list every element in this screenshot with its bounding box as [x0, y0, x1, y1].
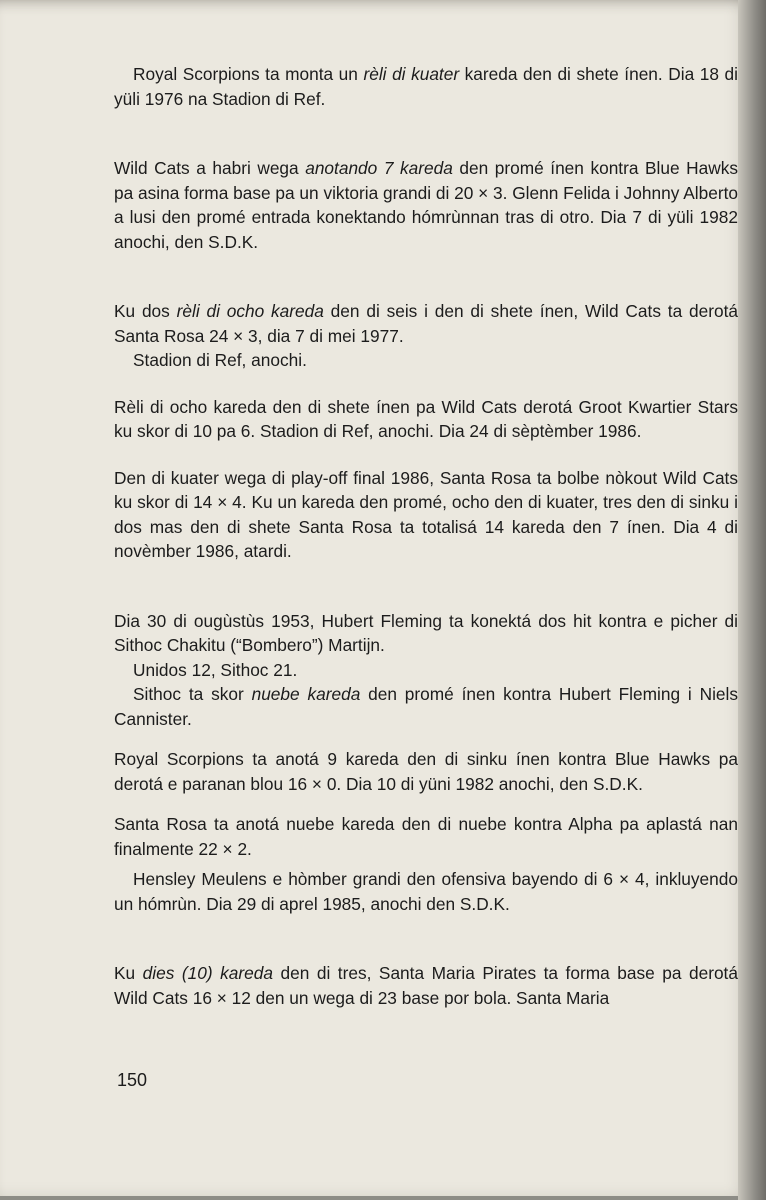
paragraph: Sithoc ta skor nuebe kareda den promé ínen kontra Hubert Fleming i Niels Cannister.: [114, 684, 738, 729]
paragraph: Rèli di ocho kareda den di shete ínen pa Wild Cats derotá Groot Kwartier Stars ku skor di 10 pa 6. Stadion di Ref, anochi. Dia 24 di sèptèmber 1986.: [114, 396, 738, 441]
paragraph: Unidos 12, Sithoc 21.: [133, 659, 298, 680]
paragraph: Royal Scorpions ta anotá 9 kareda den di sinku ínen kontra Blue Hawks pa derotá e paranan blou 16 × 0. Dia 10 di yüni 1982 anochi, den S.D.K.: [114, 749, 738, 794]
paragraph: Santa Rosa ta anotá nuebe kareda den di nuebe kontra Alpha pa aplastá nan finalmente 22 × 2.: [114, 814, 738, 859]
paragraph: Ku dos rèli di ocho kareda den di seis i den di shete ínen, Wild Cats ta derotá Santa Rosa 24 × 3, dia 7 di mei 1977.: [114, 301, 738, 346]
paragraph: Stadion di Ref, anochi.: [133, 350, 307, 370]
paragraph: Wild Cats a habri wega anotando 7 kareda den promé ínen kontra Blue Hawks pa asina forma base pa un viktoria grandi di 20 × 3. Glenn Felida i Johnny Alberto a lusi den promé entrada konektando hómrùnnan tras di otro. Dia 7 di yüli 1982 anochi, den S.D.K.: [114, 158, 738, 252]
page-body: [114, 62, 738, 1010]
paragraph: Den di kuater wega di play-off final 1986, Santa Rosa ta bolbe nòkout Wild Cats ku skor di 14 × 4. Ku un kareda den promé, ocho den di kuater, tres den di sinku i dos mas den di shete Santa Rosa ta totalisá 14 kareda den 7 ínen. Dia 4 di novèmber 1986, atardi.: [114, 467, 738, 561]
paragraph: Dia 30 di ougùstùs 1953, Hubert Fleming ta konektá dos hit kontra e picher di Sithoc Chakitu (“Bombero”) Martijn.: [114, 610, 738, 655]
paragraph: Hensley Meulens e hòmber grandi den ofensiva bayendo di 6 × 4, inkluyendo un hómrùn. Dia 29 di aprel 1985, anochi den S.D.K.: [114, 869, 738, 914]
paragraph: Royal Scorpions ta monta un rèli di kuater kareda den di shete ínen. Dia 18 di yüli 1976 na Stadion di Ref.: [114, 64, 738, 109]
page-number: 150: [117, 1070, 148, 1090]
page-edge-shadow: [738, 0, 766, 1200]
paragraph: Ku dies (10) kareda den di tres, Santa Maria Pirates ta forma base pa derotá Wild Cats 16 × 12 den un wega di 23 base por bola. Santa Maria: [114, 963, 738, 1008]
